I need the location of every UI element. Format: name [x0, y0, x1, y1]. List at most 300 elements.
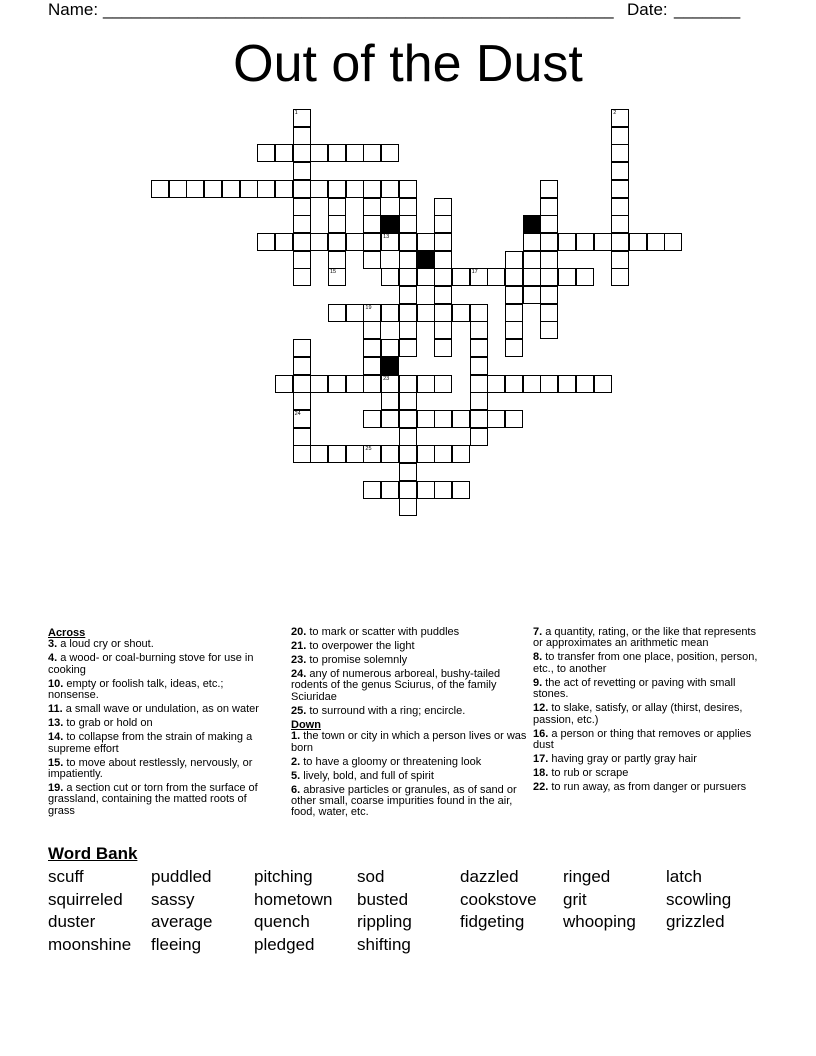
page-title: Out of the Dust: [233, 35, 583, 93]
grid-cell[interactable]: [470, 375, 488, 393]
clue-number: 1: [294, 110, 298, 116]
word-bank-item: pitching: [254, 867, 313, 886]
word-bank-item: grizzled: [666, 912, 725, 932]
clue-text: abrasive particles or granules, as of sand or other small, coarse impurities found in the air, food, water, etc.: [291, 783, 517, 819]
clue-text: lively, bold, and full of spirit: [300, 769, 434, 782]
clue-text: to run away, as from danger or pursuers: [548, 781, 747, 794]
word-bank-item: hometown: [254, 889, 333, 909]
grid-cell[interactable]: [540, 375, 558, 393]
clue-text: to slake, satisfy, or allay (thirst, desires, passion, etc.): [533, 702, 743, 726]
word-bank-item: dazzled: [460, 867, 519, 886]
clue-number-label: 13.: [48, 717, 64, 730]
grid-cell[interactable]: [558, 375, 576, 393]
grid-cell[interactable]: [381, 268, 399, 286]
clue-number-label: 1.: [291, 730, 301, 743]
grid-cell[interactable]: [399, 410, 417, 428]
grid-cell[interactable]: [470, 357, 488, 375]
grid-cell[interactable]: [452, 304, 470, 322]
clue-number-label: 12.: [533, 702, 549, 715]
clue-item: [291, 706, 527, 717]
grid-cell[interactable]: [399, 268, 417, 286]
clue-item: [291, 731, 527, 754]
grid-cell[interactable]: [399, 321, 417, 339]
grid-cell[interactable]: [275, 180, 293, 198]
grid-cell[interactable]: [452, 445, 470, 463]
clues-column-3: [533, 627, 763, 796]
word-bank-item: ringed: [563, 867, 611, 886]
grid-cell[interactable]: [310, 445, 328, 463]
grid-cell[interactable]: [293, 339, 311, 357]
grid-cell[interactable]: [363, 410, 381, 428]
grid-cell[interactable]: [363, 321, 381, 339]
clue-number: 24: [294, 410, 301, 417]
grid-cell[interactable]: [151, 180, 169, 198]
grid-cell[interactable]: [381, 144, 399, 162]
word-bank-item: pledged: [254, 934, 315, 954]
clue-item: [533, 729, 763, 752]
grid-cell[interactable]: [363, 304, 381, 322]
grid-cell[interactable]: [293, 445, 311, 463]
clue-text: to grab or hold on: [63, 717, 153, 730]
clue-item: [291, 641, 527, 652]
grid-cell[interactable]: [363, 481, 381, 499]
grid-cell[interactable]: [257, 180, 275, 198]
clue-item: [48, 653, 276, 676]
word-bank-item: cookstove: [460, 889, 537, 909]
clue-number: 2: [613, 110, 617, 116]
word-bank-item: fidgeting: [460, 912, 525, 932]
clue-text: having gray or partly gray hair: [548, 753, 697, 766]
across-heading: Across: [48, 627, 86, 639]
clue-number-label: 21.: [291, 640, 307, 652]
clue-number: 19: [365, 304, 372, 311]
grid-cell[interactable]: [399, 339, 417, 357]
grid-cell[interactable]: [240, 180, 258, 198]
grid-cell[interactable]: [505, 321, 523, 339]
clue-item: [533, 754, 763, 765]
clue-item: [533, 703, 763, 726]
clue-item: [48, 718, 276, 729]
grid-cell[interactable]: [328, 198, 346, 216]
grid-cell[interactable]: [381, 445, 399, 463]
grid-cell[interactable]: [328, 215, 346, 233]
grid-cell[interactable]: [381, 339, 399, 357]
word-bank-item: squirreled: [48, 889, 123, 909]
grid-cell[interactable]: [505, 410, 523, 428]
grid-cell[interactable]: [611, 127, 629, 145]
grid-cell[interactable]: [434, 339, 452, 357]
grid-cell[interactable]: [611, 215, 629, 233]
grid-cell[interactable]: [275, 233, 293, 251]
grid-cell[interactable]: [399, 180, 417, 198]
clue-text: any of numerous arboreal, bushy-tailed rodents of the genus Sciurus, of the family Sciuridae: [291, 668, 501, 703]
grid-cell[interactable]: [434, 375, 452, 393]
grid-cell[interactable]: [540, 233, 558, 251]
grid-cell[interactable]: [169, 180, 187, 198]
clue-text: a wood- or coal-burning stove for use in cooking: [48, 652, 254, 676]
grid-cell[interactable]: [293, 198, 311, 216]
grid-cell[interactable]: [399, 428, 417, 446]
clue-number-label: 5.: [291, 769, 301, 782]
grid-cell[interactable]: [363, 339, 381, 357]
grid-cell[interactable]: [310, 180, 328, 198]
grid-cell[interactable]: [611, 268, 629, 286]
grid-cell[interactable]: [275, 375, 293, 393]
grid-cell[interactable]: [664, 233, 682, 251]
grid-cell[interactable]: [417, 481, 435, 499]
clue-item: [533, 678, 763, 701]
grid-cell[interactable]: [293, 392, 311, 410]
grid-cell[interactable]: [434, 198, 452, 216]
clue-text: a person or thing that removes or applies dust: [533, 727, 752, 752]
grid-cell[interactable]: [611, 251, 629, 269]
grid-cell[interactable]: [611, 144, 629, 162]
date-line[interactable]: _______: [674, 0, 741, 19]
grid-cell[interactable]: [310, 375, 328, 393]
grid-cell[interactable]: [310, 144, 328, 162]
grid-cell[interactable]: [417, 410, 435, 428]
word-bank-item: busted: [357, 889, 409, 909]
clue-text: the act of revetting or paving with small stones.: [533, 676, 736, 701]
black-cell: [381, 357, 399, 375]
grid-cell[interactable]: [647, 233, 665, 251]
grid-cell[interactable]: [399, 392, 417, 410]
clue-number-label: 3.: [48, 638, 58, 651]
word-bank-item: duster: [48, 912, 96, 932]
clues-column-1: [48, 627, 276, 820]
clue-number: 25: [365, 446, 372, 453]
grid-cell[interactable]: [328, 180, 346, 198]
clue-item: [291, 757, 527, 768]
grid-cell[interactable]: [293, 410, 311, 428]
word-bank-item: moonshine: [48, 934, 132, 954]
grid-cell[interactable]: [346, 233, 364, 251]
clue-item: [48, 732, 276, 755]
clue-number: 15: [330, 269, 337, 276]
grid-cell[interactable]: [381, 392, 399, 410]
grid-cell[interactable]: [363, 144, 381, 162]
grid-cell[interactable]: [328, 233, 346, 251]
grid-cell[interactable]: [293, 144, 311, 162]
crossword-grid: [0, 0, 816, 500]
grid-cell[interactable]: [558, 233, 576, 251]
grid-cell[interactable]: [399, 198, 417, 216]
grid-cell[interactable]: [381, 481, 399, 499]
grid-cell[interactable]: [470, 339, 488, 357]
grid-cell[interactable]: [434, 410, 452, 428]
grid-cell[interactable]: [434, 286, 452, 304]
grid-cell[interactable]: [540, 268, 558, 286]
clue-number-label: 11.: [48, 703, 63, 716]
word-bank-item: scowling: [666, 889, 732, 909]
clue-text: empty or foolish talk, ideas, etc.; nonsense.: [48, 677, 224, 702]
grid-cell[interactable]: [434, 233, 452, 251]
clue-number-label: 19.: [48, 782, 64, 795]
grid-cell[interactable]: [434, 481, 452, 499]
word-bank-item: fleeing: [151, 934, 202, 954]
clue-text: the town or city in which a person lives or was born: [291, 730, 527, 754]
clue-number-label: 2.: [291, 755, 301, 768]
word-bank-item: average: [151, 912, 213, 932]
grid-cell[interactable]: [293, 127, 311, 145]
grid-cell[interactable]: [434, 445, 452, 463]
grid-cell[interactable]: [434, 304, 452, 322]
grid-cell[interactable]: [293, 162, 311, 180]
grid-cell[interactable]: [363, 233, 381, 251]
grid-cell[interactable]: [523, 375, 541, 393]
clue-text: a quantity, rating, or the like that represents or approximates an arithmetic mean: [533, 626, 756, 650]
grid-cell[interactable]: [523, 286, 541, 304]
grid-cell[interactable]: [399, 304, 417, 322]
grid-cell[interactable]: [293, 233, 311, 251]
clue-number: 23: [383, 375, 390, 382]
grid-cell[interactable]: [470, 321, 488, 339]
grid-cell[interactable]: [611, 180, 629, 198]
grid-cell[interactable]: [293, 428, 311, 446]
grid-cell[interactable]: [346, 144, 364, 162]
word-bank-item: shifting: [357, 934, 411, 954]
name-line[interactable]: ______________________________________________________: [103, 0, 614, 19]
grid-cell[interactable]: [417, 233, 435, 251]
grid-cell[interactable]: [346, 180, 364, 198]
clue-number-label: 17.: [533, 753, 549, 766]
grid-cell[interactable]: [204, 180, 222, 198]
grid-cell[interactable]: [470, 428, 488, 446]
clue-number-label: 8.: [533, 651, 543, 664]
grid-cell[interactable]: [293, 251, 311, 269]
grid-cell[interactable]: [293, 180, 311, 198]
grid-cell[interactable]: [363, 215, 381, 233]
grid-cell[interactable]: [293, 357, 311, 375]
grid-cell[interactable]: [505, 375, 523, 393]
clue-number-label: 18.: [533, 767, 549, 780]
word-bank-item: sod: [357, 867, 385, 886]
clue-text: a section cut or torn from the surface of grassland, containing the matted roots of grass: [48, 782, 258, 817]
grid-cell[interactable]: [470, 410, 488, 428]
grid-cell[interactable]: [186, 180, 204, 198]
grid-cell[interactable]: [328, 251, 346, 269]
clue-item: [48, 639, 276, 650]
grid-cell[interactable]: [576, 268, 594, 286]
grid-cell[interactable]: [417, 304, 435, 322]
word-bank-item: grit: [563, 889, 587, 909]
grid-cell[interactable]: [470, 304, 488, 322]
clue-number-label: 23.: [291, 654, 307, 666]
grid-cell[interactable]: [470, 392, 488, 410]
grid-cell[interactable]: [540, 198, 558, 216]
grid-cell[interactable]: [434, 321, 452, 339]
grid-cell[interactable]: [346, 445, 364, 463]
grid-cell[interactable]: [505, 251, 523, 269]
grid-cell[interactable]: [540, 304, 558, 322]
grid-cell[interactable]: [399, 463, 417, 481]
clue-text: to mark or scatter with puddles: [306, 626, 460, 638]
clue-text: to surround with a ring; encircle.: [306, 704, 466, 717]
word-bank-item: whooping: [563, 912, 636, 932]
clue-number-label: 16.: [533, 727, 549, 740]
grid-cell[interactable]: [328, 304, 346, 322]
clue-number-label: 20.: [291, 626, 307, 638]
grid-cell[interactable]: [381, 375, 399, 393]
grid-cell[interactable]: [399, 233, 417, 251]
grid-cell[interactable]: [381, 410, 399, 428]
grid-cell[interactable]: [328, 144, 346, 162]
grid-cell[interactable]: [505, 304, 523, 322]
grid-cell[interactable]: [399, 251, 417, 269]
clue-number-label: 10.: [48, 677, 64, 690]
grid-cell[interactable]: [540, 286, 558, 304]
grid-cell[interactable]: [487, 375, 505, 393]
grid-cell[interactable]: [540, 215, 558, 233]
clue-number-label: 14.: [48, 731, 64, 744]
grid-cell[interactable]: [417, 268, 435, 286]
grid-cell[interactable]: [399, 445, 417, 463]
grid-cell[interactable]: [487, 410, 505, 428]
grid-cell[interactable]: [611, 198, 629, 216]
grid-cell[interactable]: [576, 375, 594, 393]
clue-item: [48, 704, 276, 715]
grid-cell[interactable]: [611, 109, 629, 127]
grid-cell[interactable]: [257, 233, 275, 251]
clue-number-label: 4.: [48, 652, 58, 665]
clue-number: 13: [383, 233, 390, 240]
grid-cell[interactable]: [540, 180, 558, 198]
clue-text: to collapse from the strain of making a supreme effort: [48, 731, 253, 755]
clue-item: [533, 627, 763, 650]
grid-cell[interactable]: [417, 375, 435, 393]
grid-cell[interactable]: [275, 144, 293, 162]
clue-text: a small wave or undulation, as on water: [62, 703, 259, 716]
grid-cell[interactable]: [594, 233, 612, 251]
grid-cell[interactable]: [540, 251, 558, 269]
down-heading: Down: [291, 718, 321, 731]
grid-cell[interactable]: [470, 268, 488, 286]
clue-number-label: 15.: [48, 756, 64, 769]
clue-number-label: 6.: [291, 783, 301, 796]
grid-cell[interactable]: [523, 233, 541, 251]
clue-item: [533, 768, 763, 779]
black-cell: [417, 251, 435, 269]
grid-cell[interactable]: [346, 304, 364, 322]
grid-cell[interactable]: [523, 251, 541, 269]
grid-cell[interactable]: [363, 251, 381, 269]
grid-cell[interactable]: [399, 375, 417, 393]
grid-cell[interactable]: [346, 375, 364, 393]
date-label: Date:: [627, 0, 668, 19]
word-bank-item: rippling: [357, 912, 412, 932]
clue-number-label: 25.: [291, 704, 307, 717]
grid-cell[interactable]: [363, 357, 381, 375]
word-bank-item: scuff: [48, 867, 84, 886]
grid-cell[interactable]: [434, 215, 452, 233]
clue-number-label: 9.: [533, 676, 543, 689]
clue-number-label: 7.: [533, 626, 543, 638]
grid-cell[interactable]: [257, 144, 275, 162]
clue-item: [291, 655, 527, 666]
clue-number-label: 24.: [291, 668, 307, 680]
word-bank-item: sassy: [151, 889, 195, 909]
grid-cell[interactable]: [399, 498, 417, 516]
black-cell: [381, 215, 399, 233]
grid-cell[interactable]: [363, 375, 381, 393]
grid-cell[interactable]: [363, 180, 381, 198]
grid-cell[interactable]: [381, 233, 399, 251]
grid-cell[interactable]: [399, 481, 417, 499]
grid-cell[interactable]: [310, 233, 328, 251]
grid-cell[interactable]: [363, 198, 381, 216]
grid-cell[interactable]: [363, 445, 381, 463]
clue-text: to rub or scrape: [548, 767, 629, 780]
grid-cell[interactable]: [487, 268, 505, 286]
grid-cell[interactable]: [505, 268, 523, 286]
grid-cell[interactable]: [293, 215, 311, 233]
clue-number: 17: [471, 269, 478, 276]
grid-cell[interactable]: [328, 268, 346, 286]
grid-cell[interactable]: [452, 268, 470, 286]
clue-text: a loud cry or shout.: [57, 638, 154, 651]
grid-cell[interactable]: [629, 233, 647, 251]
word-bank-item: quench: [254, 912, 310, 932]
grid-cell[interactable]: [293, 109, 311, 127]
clue-item: [48, 679, 276, 702]
word-bank-item: puddled: [151, 867, 212, 886]
grid-cell[interactable]: [558, 268, 576, 286]
black-cell: [523, 215, 541, 233]
grid-cell[interactable]: [328, 445, 346, 463]
clue-item: [291, 627, 527, 638]
grid-cell[interactable]: [434, 251, 452, 269]
clue-text: to have a gloomy or threatening look: [300, 755, 482, 768]
grid-cell[interactable]: [222, 180, 240, 198]
grid-cell[interactable]: [434, 268, 452, 286]
clue-item: [533, 652, 763, 675]
clue-number-label: 22.: [533, 781, 549, 794]
clue-item: [291, 669, 527, 703]
grid-cell[interactable]: [328, 375, 346, 393]
grid-cell[interactable]: [505, 286, 523, 304]
grid-cell[interactable]: [452, 481, 470, 499]
clue-item: [48, 758, 276, 781]
grid-cell[interactable]: [381, 304, 399, 322]
grid-cell[interactable]: [611, 162, 629, 180]
clue-text: to promise solemnly: [306, 654, 408, 666]
grid-cell[interactable]: [523, 268, 541, 286]
grid-cell[interactable]: [381, 180, 399, 198]
name-label: Name:: [48, 0, 99, 19]
grid-cell[interactable]: [540, 321, 558, 339]
grid-cell[interactable]: [417, 445, 435, 463]
grid-cell[interactable]: [576, 233, 594, 251]
grid-cell[interactable]: [399, 286, 417, 304]
clue-item: [291, 785, 527, 819]
grid-cell[interactable]: [594, 375, 612, 393]
grid-cell[interactable]: [293, 268, 311, 286]
clue-text: to overpower the light: [306, 640, 415, 652]
word-bank-title: Word Bank: [48, 844, 138, 863]
grid-cell[interactable]: [505, 339, 523, 357]
clue-item: [48, 783, 276, 817]
clue-text: to move about restlessly, nervously, or impatiently.: [48, 756, 253, 781]
clues-column-2: [291, 627, 527, 821]
clue-text: to transfer from one place, position, person, etc., to another: [533, 651, 758, 675]
grid-cell[interactable]: [293, 375, 311, 393]
grid-cell[interactable]: [399, 215, 417, 233]
clue-item: [533, 782, 763, 793]
word-bank-item: latch: [666, 867, 702, 886]
grid-cell[interactable]: [611, 233, 629, 251]
clue-item: [291, 771, 527, 782]
grid-cell[interactable]: [452, 410, 470, 428]
